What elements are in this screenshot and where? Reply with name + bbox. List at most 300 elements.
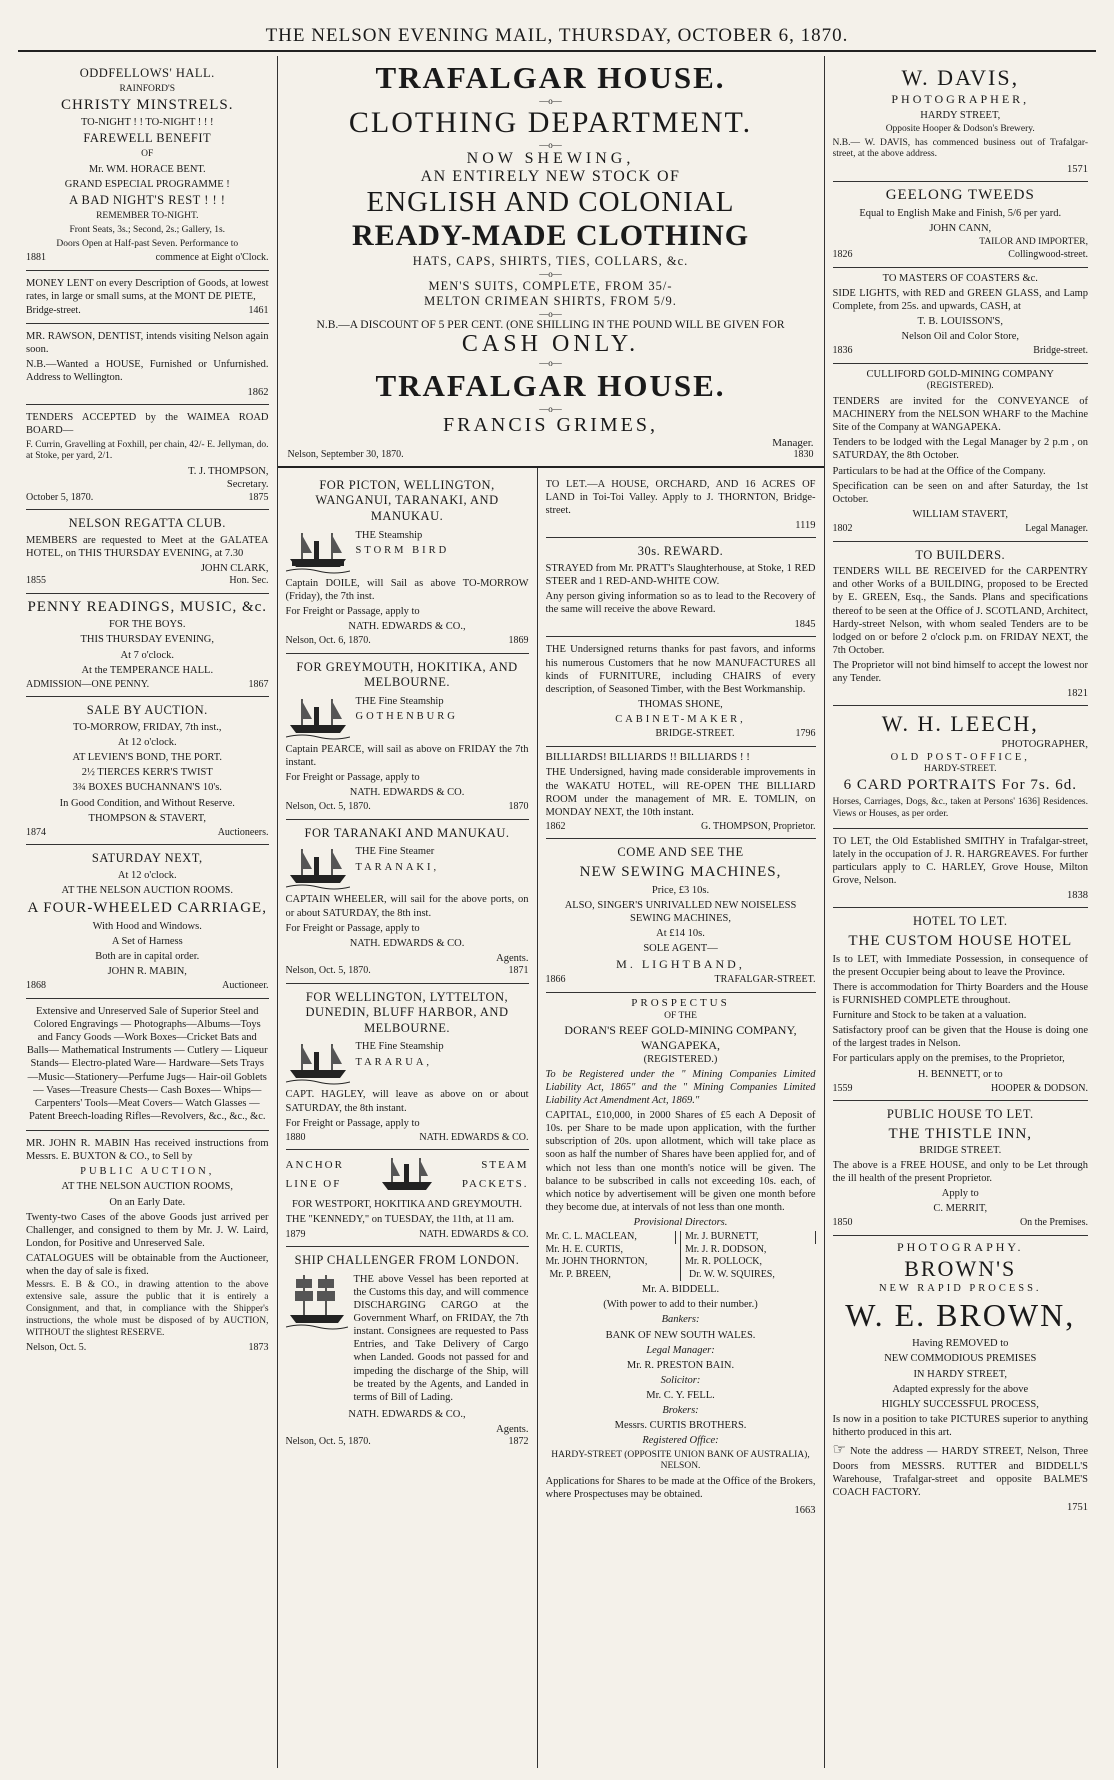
ad-body: MEMBERS are requested to Meet at the GALATEA HOTEL, on THIS THURSDAY EVENING, at 7.30 — [26, 534, 269, 559]
ad-number: 1879 — [285, 1228, 306, 1240]
ad-line: Solicitor: — [660, 1374, 701, 1386]
masthead: THE NELSON EVENING MAIL, THURSDAY, OCTOBER 6, 1870. — [18, 22, 1096, 52]
ad-number: 1838 — [1067, 890, 1088, 901]
ad-signature: NATH. EDWARDS & CO., — [348, 620, 466, 632]
ad-body: THE above Vessel has been reported at the Customs this day, and will commence DISCHARGING CARGO at the Government Wharf, on FRIDAY, the 7th instant. Consignees are requested to Pass Entries, and Take Delivery of Cargo when Landed. Goods not passed for and impeding the discharge of the Ship, will be treated by the Agents, and Landed in terms of Bill of Lading. — [353, 1273, 529, 1403]
ad-number: 1826 — [832, 249, 853, 261]
ad-line: Secretary. — [226, 479, 269, 491]
ad-number: 1830 — [793, 448, 814, 460]
ad-number: 1875 — [248, 491, 269, 503]
davis-photographer-ad — [833, 60, 1088, 182]
ad-line: Auctioneer. — [222, 980, 269, 992]
ad-line: OF — [141, 149, 154, 159]
ad-line: HARDY-STREET (OPPOSITE UNION BANK OF AUSTRALIA), NELSON. — [551, 1449, 810, 1472]
director: Mr. A. BIDDELL. — [641, 1284, 720, 1296]
ad-line: Nelson Oil and Color Store, — [901, 331, 1020, 343]
column-3 — [538, 468, 824, 1768]
middle-section — [278, 56, 825, 1768]
extensive-sale-ad — [26, 999, 269, 1131]
ad-number: 1821 — [1067, 688, 1088, 700]
ad-title: TARANAKI, — [355, 861, 440, 873]
ad-title: A FOUR-WHEELED CARRIAGE, — [27, 900, 267, 917]
geelong-tweeds-ad — [833, 182, 1088, 267]
ad-number: 1880 — [285, 1131, 306, 1143]
ad-line: AN ENTIRELY NEW STOCK OF — [420, 168, 681, 186]
ad-number: 1871 — [508, 965, 529, 976]
ad-line: Legal Manager: — [646, 1344, 715, 1356]
ad-body: N.B.—Wanted a HOUSE, Furnished or Unfurnished. Address to Wellington. — [26, 358, 269, 383]
ad-line: For Freight or Passage, apply to — [285, 605, 420, 617]
ad-number: 1845 — [794, 619, 816, 631]
brown-photography-ad — [833, 1236, 1088, 1520]
director: Mr. C. L. MACLEAN, — [546, 1231, 677, 1244]
ad-line: PUBLIC AUCTION, — [80, 1166, 215, 1178]
ad-title: TRAFALGAR HOUSE. — [375, 367, 726, 403]
separator: —o— — [539, 403, 562, 414]
ad-line: For Freight or Passage, apply to — [285, 1117, 420, 1129]
ad-body: Is now in a position to take PICTURES superior to anything hitherto produced in this art. — [832, 1413, 1088, 1438]
ad-line: Legal Manager. — [1025, 523, 1088, 534]
ad-heading: TO BUILDERS. — [915, 547, 1006, 562]
ad-line: TRAFALGAR-STREET. — [714, 974, 816, 986]
ad-number: 1862 — [247, 387, 269, 399]
ad-number: 1873 — [248, 1341, 269, 1353]
ad-number: 1802 — [832, 523, 853, 534]
steamship-icon — [286, 693, 350, 741]
ad-body: Captain DOILE, will Sail as above TO-MORROW (Friday), the 7th inst. — [285, 577, 529, 602]
ad-signature: JOHN R. MABIN, — [107, 966, 187, 978]
ad-line: TO-MORROW, FRIDAY, 7th inst., — [73, 721, 222, 733]
ad-line: Bridge-street. — [1033, 345, 1088, 357]
column-1 — [18, 56, 278, 1768]
ad-line: AT LEVIEN'S BOND, THE PORT. — [72, 752, 222, 764]
ad-body: TO LET, the Old Established SMITHY in Trafalgar-street, lately in the occupation of J. R. HARGREAVES. For further particulars apply to C. HARLEY, Grove House, Milton Grove, Nelson. — [832, 835, 1088, 886]
ad-number: 1862 — [545, 820, 566, 832]
ad-signature: G. THOMPSON, Proprietor. — [700, 820, 816, 832]
ad-line: FOR THE BOYS. — [108, 619, 186, 631]
ad-line: TO-NIGHT ! ! TO-NIGHT ! ! ! — [80, 117, 214, 129]
ad-body: Messrs. E. B & CO., in drawing attention to the above extensive sale, assure the public that it is entirely a Consignment, and that, in compliance with the Shipper's instructions, the whole must be disposed of by AUCTION, WITHOUT the slightest RESERVE. — [26, 1280, 269, 1338]
ad-line: Agents. — [496, 1424, 529, 1435]
ad-signature: HOOPER & DODSON. — [991, 1082, 1088, 1094]
steamship-icon — [286, 1038, 350, 1086]
tararua-ad — [286, 984, 529, 1151]
ad-line: At £14 10s. — [656, 928, 705, 940]
ad-number: 1872 — [508, 1436, 529, 1448]
ad-line: A Set of Harness — [111, 936, 183, 947]
ad-body: MONEY LENT on every Description of Goods, at lowest rates, in large or small sums, at the MONT DE PIETE, — [26, 277, 269, 302]
ad-line: N.B.—A DISCOUNT OF 5 PER CENT. (ONE SHILLING IN THE POUND WILL BE GIVEN FOR — [316, 318, 785, 331]
ad-line: AT THE NELSON AUCTION ROOMS, — [61, 1181, 233, 1193]
ad-signature: JOHN CANN, — [929, 223, 992, 235]
ad-line: ADMISSION—ONE PENNY. — [26, 678, 150, 690]
ad-line: HARDY STREET, — [920, 109, 1001, 121]
shone-ad — [546, 637, 816, 746]
ad-body: THE Undersigned, having made considerable improvements in the WAKATU HOTEL, will RE-OPEN THE BILLIARD ROOM under the management of MR. E. TOMLIN, on MONDAY NEXT, the 10th instant. — [545, 767, 816, 818]
sailing-ship-icon — [286, 1271, 348, 1331]
regatta-ad — [26, 510, 269, 594]
ad-signature: JOHN CLARK, — [200, 562, 269, 574]
hotel-ad — [833, 908, 1088, 1101]
ad-body: CAPITAL, £10,000, in 2000 Shares of £5 each A Deposit of 10s. per Share to be made upon application, with the further subscription of 20s. upon allotment, which will take place as soon as half the number of Shares have been applied for, and of which not less than one month's notice will be given. The balance to be subscribed in calls not exceeding 10s. each, of which notice by advertisement will be given one month before they become due, at intervals of not less than one month. — [545, 1110, 816, 1213]
ad-line: RAINFORD'S — [119, 83, 176, 94]
ad-title: TRAFALGAR HOUSE. — [375, 60, 726, 95]
ad-body: CATALOGUES will be obtainable from the Auctioneer, when the day of sale is fixed. — [26, 1253, 269, 1278]
column-4 — [825, 56, 1096, 1768]
ad-title: CHRISTY MINSTRELS. — [61, 96, 234, 113]
ad-body: THE "KENNEDY," on TUESDAY, the 11th, at 11 am. — [285, 1214, 514, 1226]
ad-title: READY-MADE CLOTHING — [351, 219, 750, 253]
ad-heading: FOR WELLINGTON, LYTTELTON, DUNEDIN, BLUFF HARBOR, AND MELBOURNE. — [305, 989, 509, 1035]
ad-heading: PHOTOGRAPHY. — [896, 1239, 1024, 1254]
ad-title: W. E. BROWN, — [845, 1297, 1076, 1334]
ad-line: In Good Condition, and Without Reserve. — [59, 797, 235, 809]
ad-line: 2½ TIERCES KERR'S TWIST — [81, 767, 213, 779]
ad-line: Apply to — [941, 1187, 979, 1199]
ad-line: Front Seats, 3s.; Second, 2s.; Gallery, 1s. — [69, 224, 226, 235]
ad-line: OLD POST-OFFICE, — [890, 752, 1030, 763]
ad-date: October 5, 1870. — [26, 491, 94, 503]
ad-line: (REGISTERED.) — [643, 1053, 718, 1065]
ad-line: Mr. R. PRESTON BAIN. — [626, 1359, 735, 1371]
ad-signature: THOMPSON & STAVERT, — [88, 812, 206, 824]
middle-columns — [278, 468, 824, 1768]
ad-line: THIS THURSDAY EVENING, — [80, 634, 214, 646]
ad-body: The Proprietor will not bind himself to accept the lowest nor any Tender. — [832, 660, 1088, 685]
ad-number: 1663 — [794, 1504, 816, 1516]
ad-title: TARARUA, — [355, 1056, 433, 1068]
ad-line: NEW COMMODIOUS PREMISES — [884, 1353, 1037, 1365]
ad-body: F. Currin, Gravelling at Foxhill, per chain, 42/- E. Jellyman, do. at Stoke, per yard, 2/1. — [26, 439, 269, 462]
ad-line: Registered Office: — [642, 1435, 719, 1447]
separator: —o— — [539, 140, 562, 151]
ad-body: SIDE LIGHTS, with RED and GREEN GLASS, and Lamp Complete, from 25s. and upwards, CASH, at — [832, 287, 1088, 312]
challenger-ad — [286, 1247, 529, 1454]
ad-line: Both are in capital order. — [95, 951, 200, 963]
ad-line: Brokers: — [662, 1405, 699, 1417]
ad-signature: NATH. EDWARDS & CO. — [349, 937, 465, 949]
ad-number: 1119 — [795, 520, 816, 531]
ad-line: MELTON CRIMEAN SHIRTS, FROM 5/9. — [424, 293, 677, 308]
separator: —o— — [539, 308, 562, 319]
ad-signature: FRANCIS GRIMES, — [442, 413, 659, 436]
builders-ad — [833, 542, 1088, 707]
ad-body: TO LET.—A HOUSE, ORCHARD, AND 16 ACRES OF LAND in Toi-Toi Valley. Apply to J. THORNTON, Bridge-street. — [545, 478, 816, 516]
ad-body: Horses, Carriages, Dogs, &c., taken at Persons' 1636] Residences. Views or Houses, as per order. — [832, 796, 1088, 819]
ad-line: PACKETS. — [461, 1178, 529, 1191]
director: Mr. J. R. DODSON, — [685, 1243, 767, 1255]
ad-signature: T. J. THOMPSON, — [188, 466, 269, 478]
ad-body: CAPT. HAGLEY, will leave as above on or about SATURDAY, the 8th instant. — [285, 1089, 529, 1114]
coasters-ad — [833, 268, 1088, 364]
ad-date: Nelson, September 30, 1870. — [287, 448, 404, 460]
ad-heading: A BAD NIGHT'S REST ! ! ! — [69, 193, 226, 208]
ad-body: There is accommodation for Thirty Boarders and the House is FURNISHED COMPLETE throughout. — [832, 981, 1088, 1006]
ad-line: THE Steamship — [355, 529, 423, 541]
ad-number: 1751 — [1067, 1502, 1088, 1514]
ad-body: Extensive and Unreserved Sale of Superior Steel and Colored Engravings — Photographs—Albums—Toys and Fancy Goods —Work Boxes—Cricket Bats and Balls— Mathematical Instruments — Cutlery — Liqueur Stands— Electro-plated Ware— Hardware—Sets Trays—Music—Stationery—Perfume Jugs— Hair-oil Goblets— Vases—Treasure Chests— Cash Boxes— Whips—Carpenters' Tools—Meat Covers— Watch Glasses — Patent Breech-loading Rifles—Revolvers, &c., &c., &c. — [26, 1005, 268, 1122]
ad-line: (With power to add to their number.) — [603, 1299, 758, 1311]
culliford-ad — [833, 364, 1088, 542]
ad-title: PENNY READINGS, MUSIC, &c. — [27, 598, 268, 615]
ad-number: 1461 — [248, 305, 269, 317]
ad-number: 1850 — [832, 1217, 853, 1229]
ad-line: HATS, CAPS, SHIRTS, TIES, COLLARS, &c. — [412, 253, 689, 268]
ad-heading: NELSON REGATTA CLUB. — [68, 516, 226, 530]
ad-title: BROWN'S — [904, 1255, 1017, 1281]
column-2 — [278, 468, 538, 1768]
director: Dr. W. W. SQUIRES, — [689, 1268, 775, 1280]
ad-line: Bridge-street. — [26, 305, 81, 317]
columns — [18, 56, 1096, 1768]
ad-line: At 12 o'clock. — [117, 869, 177, 881]
ad-line: 3¾ BOXES BUCHANNAN'S 10's. — [72, 782, 222, 794]
steamship-icon — [286, 843, 350, 891]
separator: —o— — [539, 357, 562, 368]
ad-line: PHOTOGRAPHER, — [891, 91, 1030, 106]
ad-body: Any person giving information so as to lead to the Recovery of the same will receive the above Reward. — [545, 591, 816, 616]
ad-line: GRAND ESPECIAL PROGRAMME ! — [64, 179, 230, 190]
ad-body: To be Registered under the " Mining Companies Limited Liability Act, 1865" and the " Mining Companies Limited Liability Act Amendment Act, 1869." — [545, 1068, 816, 1106]
ad-line: With Hood and Windows. — [92, 920, 202, 932]
ad-signature: NATH. EDWARDS & CO., — [348, 1408, 466, 1420]
ad-heading: FOR PICTON, WELLINGTON, WANGANUI, TARANAKI, AND MANUKAU. — [315, 477, 499, 523]
ad-line: For Freight or Passage, apply to — [285, 922, 420, 934]
ad-heading: 30s. REWARD. — [637, 544, 724, 559]
ad-number: 1836 — [832, 345, 853, 357]
pointing-hand-icon: ☞ — [832, 1442, 846, 1459]
ad-date: Nelson, Oct. 5, 1870. — [285, 1436, 371, 1448]
ad-line: On an Early Date. — [109, 1196, 186, 1208]
directors-list — [546, 1231, 816, 1281]
steamship-icon — [380, 1154, 434, 1196]
ad-line: Auctioneers. — [217, 826, 269, 838]
ad-title: DORAN'S REEF GOLD-MINING COMPANY, WANGAPEKA, — [564, 1022, 797, 1052]
ad-body: Captain PEARCE, will sail as above on FRIDAY the 7th instant. — [285, 743, 529, 768]
ad-heading: FOR GREYMOUTH, HOKITIKA, AND MELBOURNE. — [296, 659, 518, 690]
ad-heading: PUBLIC HOUSE TO LET. — [886, 1107, 1034, 1122]
to-let-ad — [546, 472, 816, 539]
ad-line: REMEMBER TO-NIGHT. — [96, 210, 199, 221]
ad-number: 1867 — [248, 678, 269, 690]
ad-title: CLOTHING DEPARTMENT. — [348, 105, 753, 139]
taranaki-ad — [286, 820, 529, 984]
ad-number: 1868 — [26, 980, 46, 992]
ad-line: Mr. C. Y. FELL. — [646, 1390, 715, 1401]
ad-body: CAPTAIN WHEELER, will sail for the above ports, on or about SATURDAY, the 8th inst. — [285, 894, 529, 919]
ad-title: NEW SEWING MACHINES, — [579, 864, 782, 880]
ad-line: Doors Open at Half-past Seven. Performance to — [56, 238, 239, 249]
ad-line: Hon. Sec. — [229, 575, 269, 586]
ad-heading: SATURDAY NEXT, — [91, 851, 203, 866]
ad-body: Is to LET, with Immediate Possession, in consequence of the present Occupier being about to leave the Province. — [832, 953, 1088, 978]
ad-body: Furniture and Stock to be taken at a valuation. — [832, 1010, 1027, 1021]
ad-body: N.B.— W. DAVIS, has commenced business out of Trafalgar-street, at the above address. — [832, 137, 1088, 160]
ad-title: GEELONG TWEEDS — [885, 187, 1035, 204]
ad-date: Nelson, Oct. 5, 1870. — [285, 801, 371, 813]
prospectus-ad — [546, 993, 816, 1522]
ad-line: For Freight or Passage, apply to — [285, 772, 420, 783]
ad-line: Collingwood-street. — [1008, 249, 1088, 261]
ad-line: HARDY-STREET. — [924, 764, 997, 775]
ad-heading: TO MASTERS OF COASTERS &c. — [882, 272, 1038, 284]
ad-line: HIGHLY SUCCESSFUL PROCESS, — [881, 1398, 1039, 1410]
ad-number: 1870 — [508, 801, 529, 813]
leech-photographer-ad — [833, 706, 1088, 828]
ad-number: 1881 — [26, 252, 46, 264]
ad-title: W. H. LEECH, — [881, 711, 1039, 737]
ad-signature: NATH. EDWARDS & CO. — [419, 1228, 529, 1240]
ad-date: Nelson, Oct. 6, 1870. — [285, 635, 371, 646]
ad-body: For particulars apply on the premises, to the Proprietor, — [832, 1053, 1065, 1065]
ad-number: 1796 — [795, 728, 816, 740]
ad-heading: SHIP CHALLENGER FROM LONDON. — [294, 1253, 520, 1267]
ad-line: BANK OF NEW SOUTH WALES. — [605, 1329, 756, 1341]
ad-heading: SALE BY AUCTION. — [86, 703, 208, 718]
ad-line: OF THE — [664, 1010, 697, 1021]
ad-heading: HOTEL TO LET. — [912, 914, 1008, 929]
rawson-ad — [26, 324, 269, 406]
ad-body: Twenty-two Cases of the above Goods just arrived per Challenger, and consigned to them by Mr. J. W. Laird, London, for Positive and Unreserved Sale. — [26, 1211, 269, 1249]
ad-line: THE Fine Steamer — [355, 846, 435, 858]
ad-line: SOLE AGENT— — [643, 943, 718, 955]
ad-body: MR. JOHN R. MABIN Has received instructions from Messrs. E. BUXTON & CO., to Sell by — [26, 1138, 269, 1163]
ad-line: Mr. WM. HORACE BENT. — [88, 163, 206, 175]
ad-title: GOTHENBURG — [355, 710, 458, 722]
ad-line: MEN'S SUITS, COMPLETE, FROM 35/- — [428, 278, 673, 293]
ad-number: 1559 — [832, 1082, 853, 1094]
ad-line: Messrs. CURTIS BROTHERS. — [614, 1420, 747, 1432]
ad-line: commence at Eight o'Clock. — [155, 252, 269, 264]
ad-date: Nelson, Oct. 5, 1870. — [285, 965, 371, 976]
ad-body: Particulars to be had at the Office of the Company. — [832, 465, 1046, 477]
ad-signature: NATH. EDWARDS & CO. — [349, 787, 465, 799]
gothenburg-ad — [286, 654, 529, 820]
ad-line: Equal to English Make and Finish, 5/6 per yard. — [859, 208, 1062, 220]
ad-signature: T. B. LOUISSON'S, — [917, 316, 1003, 328]
ad-body: Tenders to be lodged with the Legal Manager by 2 p.m , on SATURDAY, the 8th October. — [832, 437, 1088, 462]
ad-line: THE Fine Steamship — [355, 695, 444, 707]
smithy-ad — [833, 829, 1088, 909]
reward-ad — [546, 538, 816, 637]
mabin-ad — [26, 1131, 269, 1359]
ad-line: At 7 o'clock. — [120, 649, 175, 661]
ad-body: STRAYED from Mr. PRATT's Slaughterhouse, at Stoke, 1 RED STEER and 1 RED-AND-WHITE COW. — [545, 562, 816, 587]
ad-title: ENGLISH AND COLONIAL — [366, 186, 735, 219]
ad-date: Nelson, Oct. 5. — [26, 1341, 87, 1353]
director: Mr. R. POLLOCK, — [685, 1256, 762, 1268]
anchor-line-ad — [286, 1150, 529, 1247]
ad-line: LINE OF — [285, 1178, 342, 1191]
ad-heading: ODDFELLOWS' HALL. — [79, 66, 215, 80]
penny-readings-ad — [26, 594, 269, 698]
ad-line: CABINET-MAKER, — [615, 714, 746, 725]
ad-signature: THOMAS SHONE, — [638, 698, 723, 710]
ad-line: Opposite Hooper & Dodson's Brewery. — [885, 123, 1035, 134]
director: Mr. J. BURNETT, — [685, 1231, 816, 1244]
ad-title: W. DAVIS, — [901, 65, 1020, 90]
ad-line: PHOTOGRAPHER, — [1001, 738, 1088, 750]
steamship-icon — [286, 527, 350, 575]
oddfellows-ad — [26, 60, 269, 271]
thistle-inn-ad — [833, 1101, 1088, 1236]
ad-signature: H. BENNETT, or to — [917, 1068, 1003, 1080]
ad-line: ALSO, SINGER'S UNRIVALLED NEW NOISELESS SEWING MACHINES, — [564, 899, 797, 924]
waimea-ad — [26, 405, 269, 510]
ad-number: 1855 — [26, 575, 46, 586]
ad-title: CASH ONLY. — [461, 330, 640, 357]
ad-title: THE THISTLE INN, — [888, 1125, 1033, 1142]
sale-auction-ad — [26, 697, 269, 845]
ad-line: On the Premises. — [1019, 1217, 1088, 1229]
storm-bird-ad — [286, 472, 529, 654]
ad-body: The above is a FREE HOUSE, and only to be Let through the ill health of the present Proprietor. — [832, 1159, 1088, 1184]
ad-line: THE Fine Steamship — [355, 1041, 444, 1053]
ad-body: TENDERS are invited for the CONVEYANCE of MACHINERY from the NELSON WHARF to the Machine Site of the Company at WANGAPEKA. — [832, 395, 1088, 434]
director: Mr. JOHN THORNTON, — [545, 1256, 648, 1268]
ad-body: TENDERS ACCEPTED by the WAIMEA ROAD BOARD— — [26, 412, 269, 437]
ad-line: AT THE NELSON AUCTION ROOMS. — [61, 885, 233, 896]
ad-line: STEAM — [481, 1158, 529, 1171]
ad-heading: PROSPECTUS — [631, 996, 730, 1009]
billiards-ad — [546, 747, 816, 840]
separator: —o— — [539, 268, 562, 279]
ad-line: Provisional Directors. — [633, 1217, 728, 1228]
ad-line: (REGISTERED). — [926, 381, 994, 391]
ad-line: At the TEMPERANCE HALL. — [81, 664, 214, 676]
ad-line: IN HARDY STREET, — [913, 1368, 1008, 1380]
director: Mr. P. BREEN, — [549, 1268, 611, 1280]
ad-number: 1866 — [545, 974, 566, 986]
ad-heading: BILLIARDS! BILLIARDS !! BILLIARDS ! ! — [545, 750, 750, 763]
trafalgar-house-ad — [278, 56, 824, 468]
ad-number: 1571 — [1067, 164, 1088, 176]
ad-body: Note the address — HARDY STREET, Nelson, Three Doors from MESSRS. RUTTER and BIDDELL'S Warehouse, Trafalgar-street and opposite BALME'S COACH FACTORY. — [832, 1446, 1088, 1499]
ad-line: At 12 o'clock. — [117, 737, 177, 748]
ad-title: STORM BIRD — [355, 544, 450, 556]
ad-line: ANCHOR — [285, 1158, 344, 1171]
ad-line: Adapted expressly for the above — [892, 1383, 1029, 1395]
ad-line: NOW SHEWING, — [466, 150, 635, 168]
ad-heading: COME AND SEE THE — [617, 845, 744, 860]
ad-body: Specification can be seen on and after Saturday, the 1st October. — [832, 480, 1088, 505]
ad-signature: NATH. EDWARDS & CO. — [419, 1131, 529, 1143]
ad-signature: M. LIGHTBAND, — [616, 957, 745, 972]
ad-heading: CULLIFORD GOLD-MINING COMPANY — [866, 368, 1054, 380]
director: Mr. H. E. CURTIS, — [545, 1243, 623, 1255]
ad-signature: WILLIAM STAVERT, — [912, 508, 1009, 520]
ad-line: Agents. — [496, 952, 529, 964]
ad-line: Manager. — [772, 436, 814, 449]
separator: —o— — [539, 95, 562, 106]
ad-body: THE Undersigned returns thanks for past favors, and informs his numerous Customers that he now MANUFACTURES all kinds of FURNITURE, including CHAIRS of every description, of Seasoned Timber, with the Best Workmanship. — [545, 644, 816, 695]
ad-body: MR. RAWSON, DENTIST, intends visiting Nelson again soon. — [26, 330, 269, 355]
ad-body: TENDERS WILL BE RECEIVED for the CARPENTRY and other Works of a BUILDING, proposed to be Erected by E. GREEN, Esq., the Sands. Plans and specifications thereof to be seen at the Office of J. SCOTLAND, Architect, Hardy-street Nelson, with whom sealed Tenders are to be lodged on or before 2 o'clock p.m. on FRIDAY NEXT, the 7th October. — [832, 566, 1088, 656]
ad-title: 6 CARD PORTRAITS For 7s. 6d. — [843, 777, 1077, 793]
ad-line: BRIDGE-STREET. — [655, 728, 735, 740]
ad-number: 1869 — [508, 635, 529, 646]
ad-title: THE CUSTOM HOUSE HOTEL — [848, 932, 1073, 949]
ad-heading: FOR WESTPORT, HOKITIKA AND GREYMOUTH. — [292, 1199, 523, 1211]
ad-number: 1874 — [26, 826, 46, 838]
ad-heading: FAREWELL BENEFIT — [83, 131, 212, 146]
sewing-machines-ad — [546, 839, 816, 993]
ad-line: BRIDGE STREET. — [919, 1144, 1002, 1156]
ad-line: Bankers: — [661, 1314, 700, 1326]
ad-line: Price, £3 10s. — [651, 884, 710, 896]
ad-line: NEW RAPID PROCESS. — [878, 1283, 1042, 1295]
ad-line: TAILOR AND IMPORTER, — [979, 237, 1088, 248]
